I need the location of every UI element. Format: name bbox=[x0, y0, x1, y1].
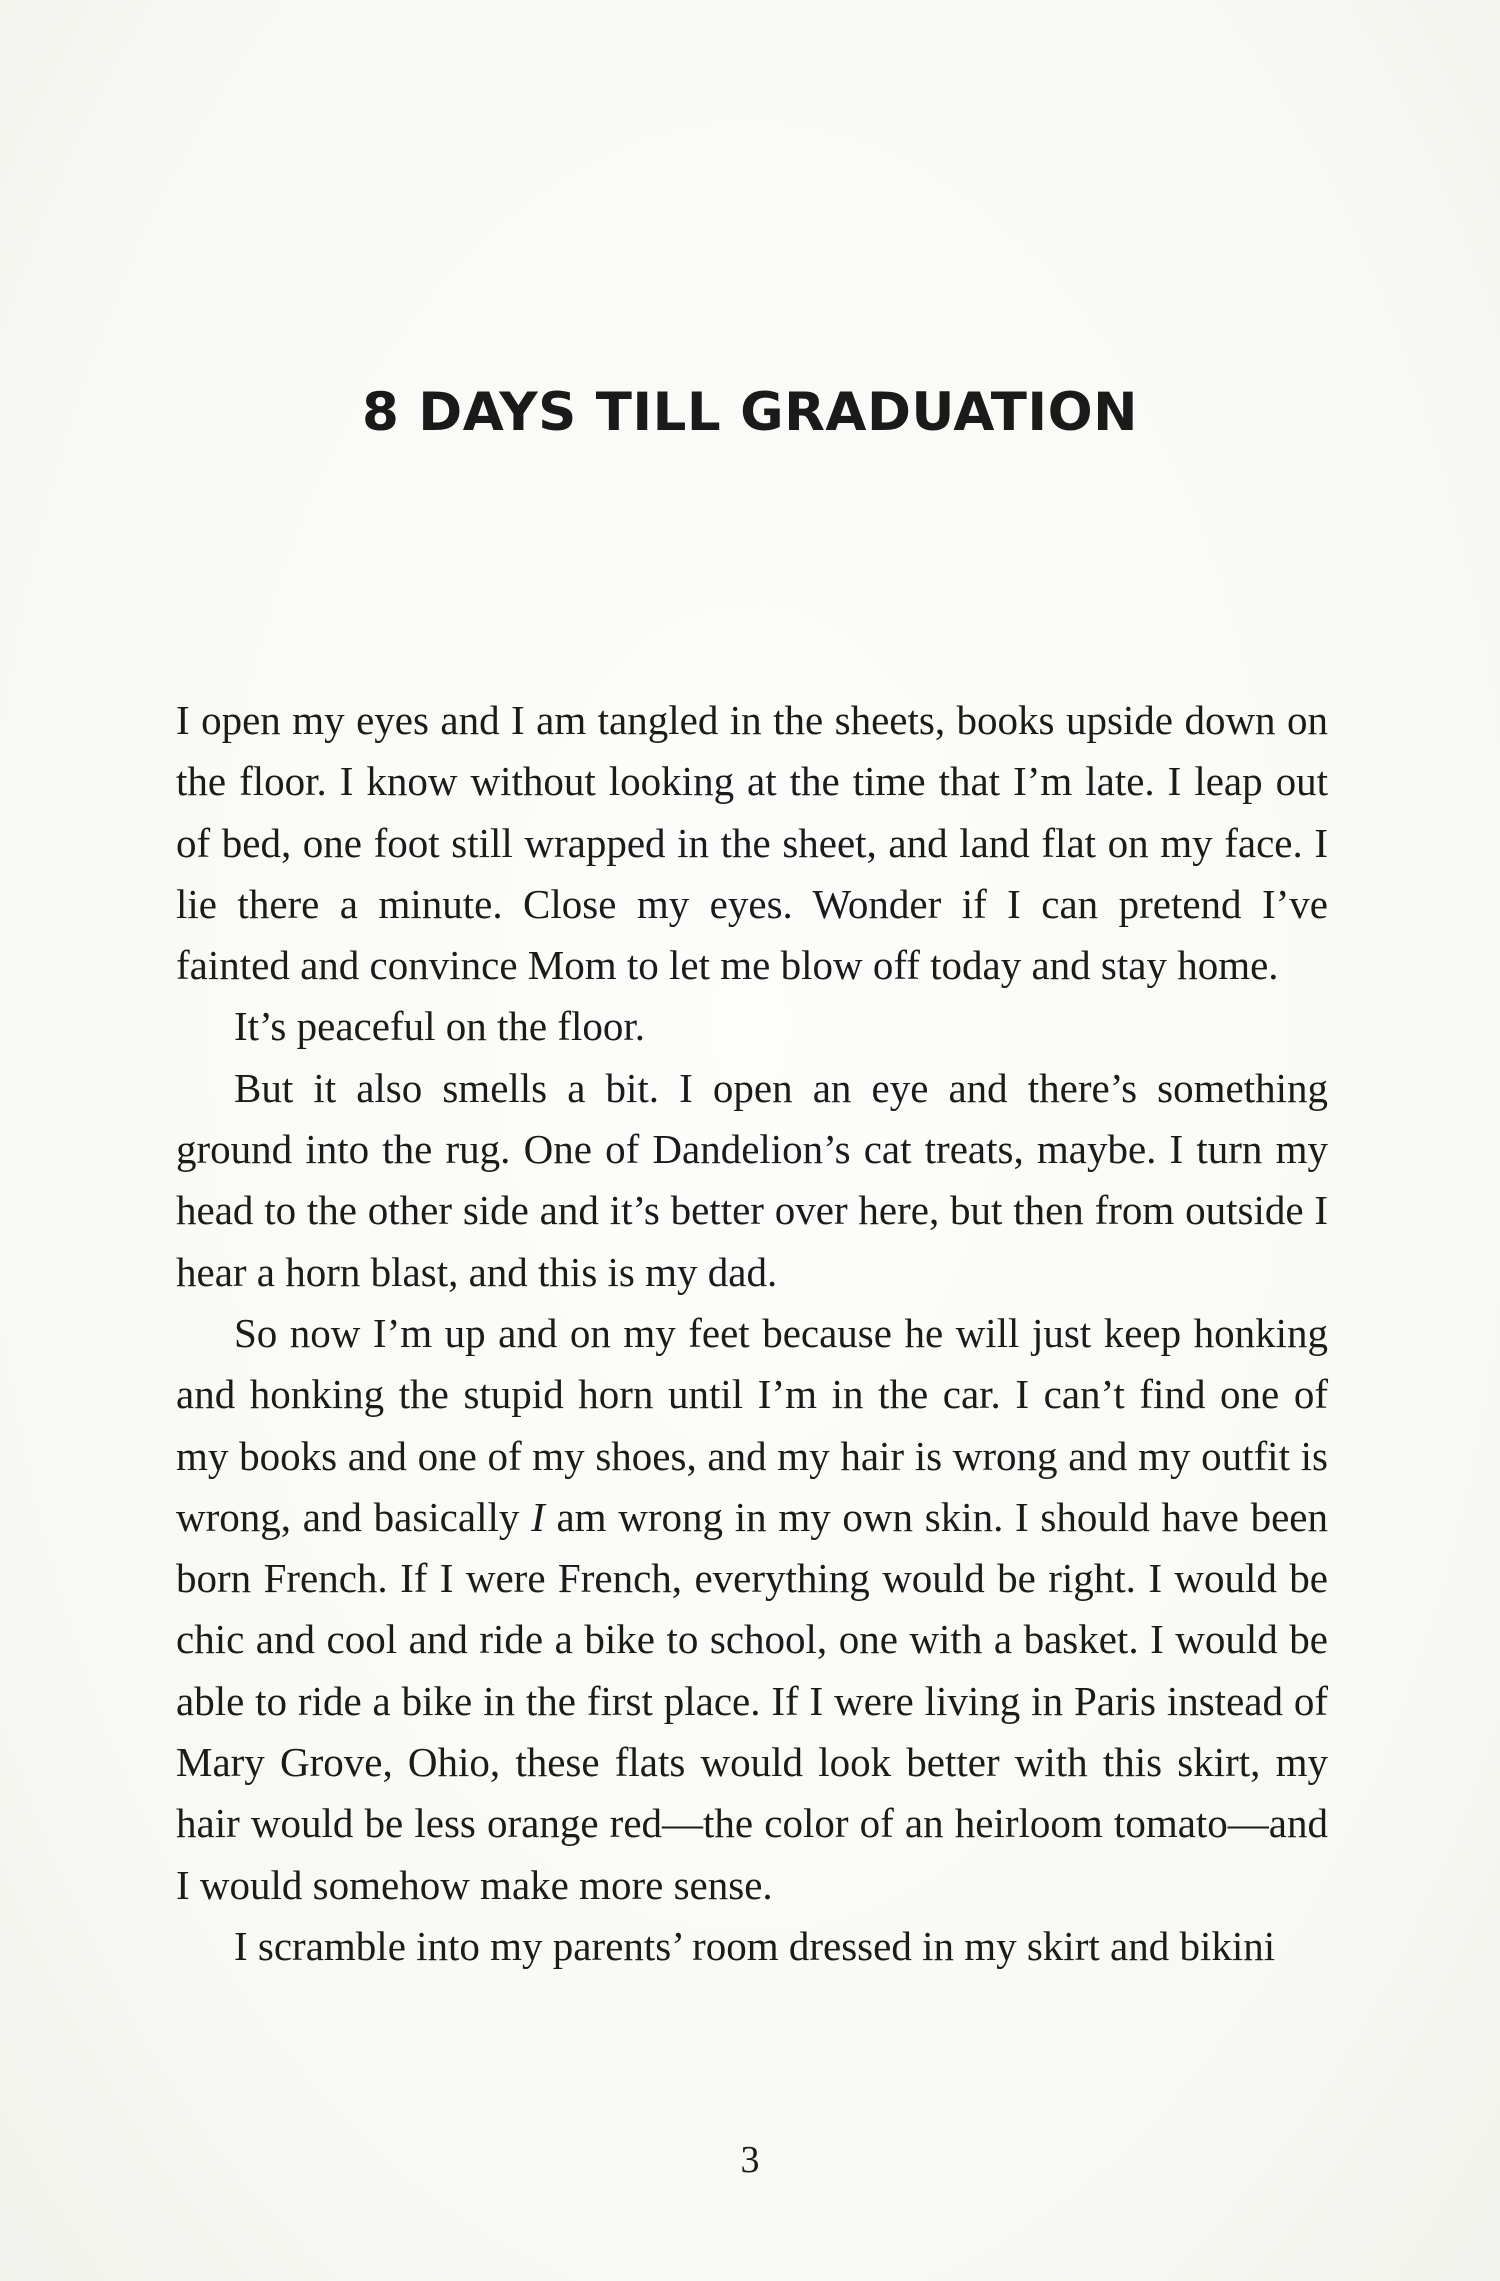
paragraph-3: But it also smells a bit. I open an eye and there’s something ground into the rug. One of Dandelion’s cat treats, maybe. I turn my head to the other side and it’s better over here, but then from outside I hear a horn blast, and this is my dad. bbox=[176, 1064, 1328, 1295]
paragraph-1: I open my eyes and I am tangled in the sheets, books upside down on the floor. I know without looking at the time that I’m late. I leap out of bed, one foot still wrapped in the sheet, and land flat on my face. I lie there a minute. Close my eyes. Wonder if I can pretend I’ve fainted and convince Mom to let me blow off today and stay home. bbox=[176, 697, 1328, 989]
page-number: 3 bbox=[740, 2139, 760, 2181]
body-text bbox=[176, 690, 1328, 1977]
paragraph-4-italic-word: I bbox=[531, 1493, 545, 1540]
chapter-title: 8 DAYS TILL GRADUATION bbox=[361, 381, 1139, 443]
paragraph-5: I scramble into my parents’ room dressed in my skirt and bikini bbox=[234, 1922, 1276, 1969]
paragraph-4 bbox=[176, 1303, 1328, 1916]
paragraph-2: It’s peaceful on the floor. bbox=[234, 1003, 646, 1050]
paragraph-4-part-1: So now I’m up and on my feet because he will just keep honking and honking the stupid horn until I’m in the car. I can’t find one of my books and one of my shoes, and my hair is wrong and my outfit is wrong, and basically bbox=[176, 1309, 1328, 1540]
paragraph-4-part-2: am wrong in my own skin. I should have been born French. If I were French, everything would be right. I would be chic and cool and ride a bike to school, one with a basket. I would be able to ride a bike in the first place. If I were living in Paris instead of Mary Grove, Ohio, these flats would look better with this skirt, my hair would be less orange red—the color of an heirloom tomato—and I would somehow make more sense. bbox=[176, 1493, 1328, 1908]
